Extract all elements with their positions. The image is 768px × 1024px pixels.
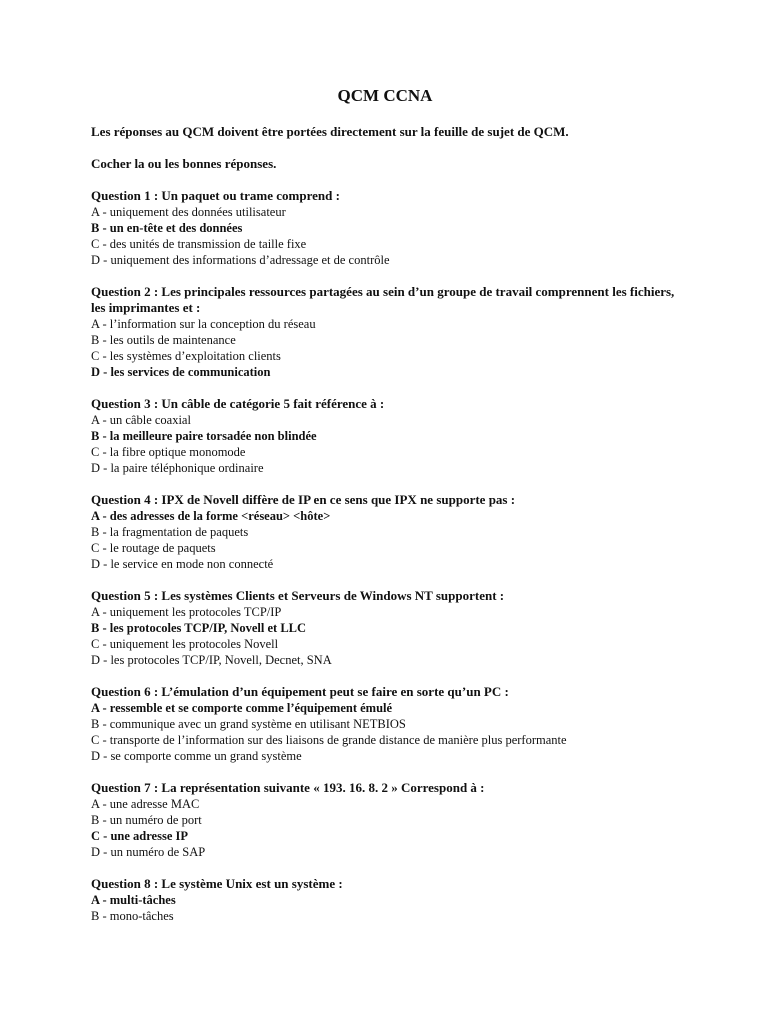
question-text: Question 2 : Les principales ressources partagées au sein d’un groupe de travail comprennent les fichiers, les imprimantes et :: [91, 284, 675, 315]
question-5: [91, 588, 691, 668]
question-1: [91, 188, 691, 268]
answer-option-c: C - les systèmes d’exploitation clients: [91, 349, 281, 363]
question-text: Question 7 : La représentation suivante « 193. 16. 8. 2 » Correspond à :: [91, 780, 485, 795]
answer-option-b: B - un en-tête et des données: [91, 221, 243, 235]
question-text: Question 4 : IPX de Novell diffère de IP en ce sens que IPX ne supporte pas :: [91, 492, 516, 507]
question-8: [91, 876, 691, 924]
answer-option-a: A - des adresses de la forme <réseau> <hôte>: [91, 509, 331, 523]
answer-option-c: C - uniquement les protocoles Novell: [91, 637, 279, 651]
answer-option-b: B - communique avec un grand système en utilisant NETBIOS: [91, 717, 406, 731]
question-text: Question 3 : Un câble de catégorie 5 fait référence à :: [91, 396, 385, 411]
answer-option-c: C - transporte de l’information sur des liaisons de grande distance de manière plus performante: [91, 733, 567, 747]
answer-option-d: D - un numéro de SAP: [91, 845, 206, 859]
answer-option-d: D - se comporte comme un grand système: [91, 749, 302, 763]
question-3: [91, 396, 691, 476]
answer-option-d: D - les protocoles TCP/IP, Novell, Decnet, SNA: [91, 653, 332, 667]
answer-option-a: A - multi-tâches: [91, 893, 176, 907]
answer-option-c: C - une adresse IP: [91, 829, 188, 843]
answer-option-c: C - la fibre optique monomode: [91, 445, 246, 459]
answer-option-d: D - le service en mode non connecté: [91, 557, 274, 571]
answer-option-a: A - uniquement des données utilisateur: [91, 205, 286, 219]
answer-option-a: A - uniquement les protocoles TCP/IP: [91, 605, 282, 619]
question-text: Question 5 : Les systèmes Clients et Serveurs de Windows NT supportent :: [91, 588, 505, 603]
question-2: [91, 284, 691, 380]
answer-option-d: D - les services de communication: [91, 365, 271, 379]
answer-option-a: A - un câble coaxial: [91, 413, 191, 427]
answer-option-b: B - mono-tâches: [91, 909, 174, 923]
question-6: [91, 684, 691, 764]
answer-option-c: C - le routage de paquets: [91, 541, 216, 555]
answer-option-b: B - les outils de maintenance: [91, 333, 236, 347]
answer-option-d: D - la paire téléphonique ordinaire: [91, 461, 264, 475]
answer-option-b: B - un numéro de port: [91, 813, 202, 827]
answer-option-b: B - la meilleure paire torsadée non blindée: [91, 429, 317, 443]
question-list: [91, 188, 691, 924]
document-page: [91, 86, 691, 940]
question-7: [91, 780, 691, 860]
intro-check-answers: Cocher la ou les bonnes réponses.: [91, 156, 277, 171]
answer-option-a: A - l’information sur la conception du réseau: [91, 317, 316, 331]
answer-option-a: A - une adresse MAC: [91, 797, 200, 811]
answer-option-a: A - ressemble et se comporte comme l’équipement émulé: [91, 701, 393, 715]
question-text: Question 8 : Le système Unix est un système :: [91, 876, 343, 891]
answer-option-d: D - uniquement des informations d’adressage et de contrôle: [91, 253, 390, 267]
answer-option-c: C - des unités de transmission de taille fixe: [91, 237, 307, 251]
question-text: Question 6 : L’émulation d’un équipement peut se faire en sorte qu’un PC :: [91, 684, 509, 699]
answer-option-b: B - la fragmentation de paquets: [91, 525, 249, 539]
document-title: QCM CCNA: [337, 86, 433, 105]
answer-option-b: B - les protocoles TCP/IP, Novell et LLC: [91, 621, 307, 635]
question-4: [91, 492, 691, 572]
question-text: Question 1 : Un paquet ou trame comprend :: [91, 188, 340, 203]
intro-instructions: Les réponses au QCM doivent être portées directement sur la feuille de sujet de QCM.: [91, 124, 569, 139]
